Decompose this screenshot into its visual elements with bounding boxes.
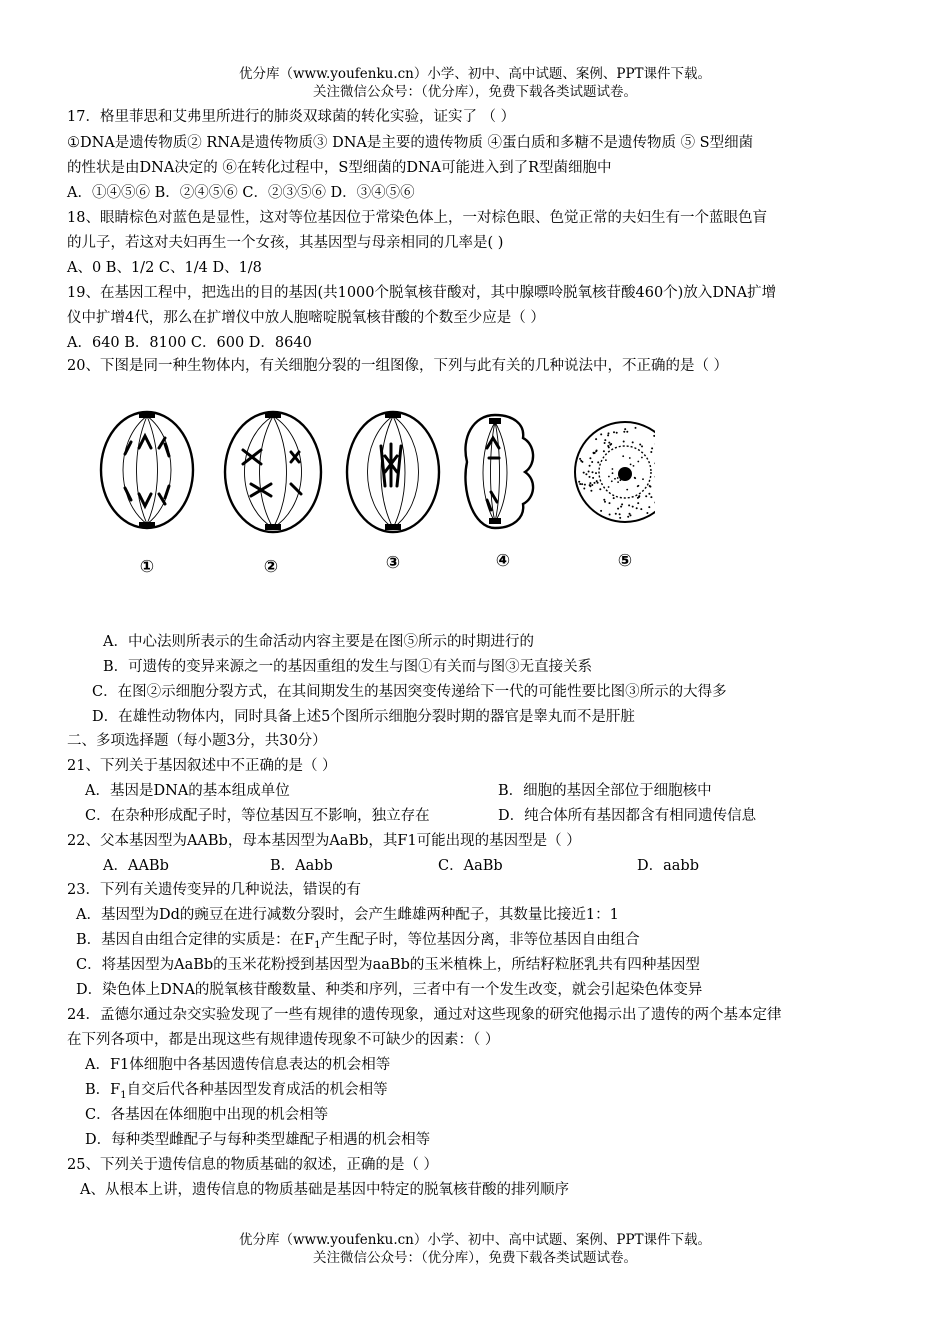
nucleus-dot bbox=[629, 457, 631, 459]
q19-options: A．640 B．8100 C．600 D．8640 bbox=[67, 335, 312, 351]
cytoplasm-dot bbox=[636, 507, 638, 509]
cytoplasm-dot bbox=[619, 517, 621, 519]
nucleus-dot bbox=[633, 465, 635, 467]
q23-option-d: D．染色体上DNA的脱氧核苷酸数量、种类和序列，三者中有一个发生改变，就会引起染色体变异 bbox=[76, 982, 703, 998]
cytoplasm-dot bbox=[623, 431, 625, 433]
cell-1-membrane bbox=[101, 412, 193, 528]
cytoplasm-dot bbox=[595, 472, 597, 474]
cell-division-figure bbox=[95, 400, 655, 590]
cytoplasm-dot bbox=[609, 502, 611, 504]
nucleus-dot bbox=[641, 457, 643, 459]
q23-option-c: C．将基因型为AaBb的玉米花粉授到基因型为aaBb的玉米植株上，所结籽粒胚乳共有四种基因型 bbox=[76, 957, 700, 973]
q17-options: A．①④⑤⑥ B．②④⑤⑥ C．②③⑤⑥ D．③④⑤⑥ bbox=[67, 185, 415, 201]
cytoplasm-dot bbox=[600, 510, 602, 512]
cytoplasm-dot bbox=[610, 443, 612, 445]
cytoplasm-dot bbox=[603, 450, 605, 452]
q20-stem: 20、下图是同一种生物体内，有关细胞分裂的一组图像，下列与此有关的几种说法中，不正确的是（ ） bbox=[67, 358, 729, 374]
cytoplasm-dot bbox=[621, 503, 623, 505]
cytoplasm-dot bbox=[620, 506, 622, 508]
cytoplasm-dot bbox=[581, 483, 583, 485]
header-line-1: 优分库（www.youfenku.cn）小学、初中、高中试题、案例、PPT课件下载。 bbox=[238, 66, 712, 82]
cytoplasm-dot bbox=[651, 447, 653, 449]
nucleus-dot bbox=[612, 468, 614, 470]
cytoplasm-dot bbox=[635, 427, 637, 429]
q22-option-c: C．AaBb bbox=[438, 858, 503, 874]
cytoplasm-dot bbox=[599, 488, 601, 490]
q24-stem: 24．孟德尔通过杂交实验发现了一些有规律的遗传现象，通过对这些现象的研究他揭示出了遗传的两个基本定律 bbox=[67, 1007, 782, 1023]
cytoplasm-dot bbox=[624, 428, 626, 430]
q25-option-a: A、从根本上讲，遗传信息的物质基础是基因中特定的脱氧核苷酸的排列顺序 bbox=[80, 1182, 569, 1198]
q23-stem: 23．下列有关遗传变异的几种说法，错误的有 bbox=[67, 882, 361, 898]
q21-option-c: C．在杂种形成配子时，等位基因互不影响，独立存在 bbox=[85, 808, 430, 824]
nucleus-dot bbox=[637, 461, 639, 463]
cytoplasm-dot bbox=[597, 461, 599, 463]
q19-line-2: 仪中扩增4代，那么在扩增仪中放人胞嘧啶脱氧核苷酸的个数至少应是（ ） bbox=[67, 310, 545, 326]
cytoplasm-dot bbox=[607, 434, 609, 436]
nucleus-dot bbox=[617, 481, 619, 483]
nucleus-dot bbox=[626, 489, 628, 491]
q21-option-a: A．基因是DNA的基本组成单位 bbox=[85, 783, 290, 799]
cytoplasm-dot bbox=[589, 457, 591, 459]
cytoplasm-dot bbox=[637, 502, 639, 504]
q21-option-b: B．细胞的基因全部位于细胞核中 bbox=[498, 783, 712, 799]
q17-line-3: 的性状是由DNA决定的 ⑥在转化过程中，S型细菌的DNA可能进入到了R型菌细胞中 bbox=[67, 160, 612, 176]
cytoplasm-dot bbox=[628, 504, 630, 506]
q24-option-c: C．各基因在体细胞中出现的机会相等 bbox=[85, 1107, 329, 1123]
q22-option-b: B．Aabb bbox=[270, 858, 333, 874]
cytoplasm-dot bbox=[589, 485, 591, 487]
cytoplasm-dot bbox=[604, 442, 606, 444]
nucleus-dot bbox=[605, 459, 607, 461]
cytoplasm-dot bbox=[580, 460, 582, 462]
cytoplasm-dot bbox=[595, 450, 597, 452]
q18-options: A、0 B、1/2 C、1/4 D、1/8 bbox=[67, 260, 262, 276]
cytoplasm-dot bbox=[589, 476, 591, 478]
section-2-title: 二、多项选择题（每小题3分，共30分） bbox=[67, 733, 327, 749]
cytoplasm-dot bbox=[627, 516, 629, 518]
cytoplasm-dot bbox=[626, 431, 628, 433]
cytoplasm-dot bbox=[645, 495, 647, 497]
cytoplasm-dot bbox=[583, 472, 585, 474]
cell-2-membrane bbox=[225, 412, 321, 532]
q22-stem: 22、父本基因型为AABb，母本基因型为AaBb，其F1可能出现的基因型是（ ） bbox=[67, 833, 581, 849]
q23-option-b: B．基因自由组合定律的实质是：在$F_1$产生配子时，等位基因分离，非等位基因自由组合 bbox=[76, 932, 640, 951]
q20-option-b: B．可遗传的变异来源之一的基因重组的发生与图①有关而与图③无直接关系 bbox=[103, 659, 593, 675]
cytoplasm-dot bbox=[619, 513, 621, 515]
nucleus-dot bbox=[611, 480, 613, 482]
cytoplasm-dot bbox=[609, 514, 611, 516]
nucleus-dot bbox=[608, 476, 610, 478]
nucleus-dot bbox=[612, 472, 614, 474]
q24-option-a: A．F1体细胞中各基因遗传信息表达的机会相等 bbox=[85, 1057, 391, 1073]
q25-stem: 25、下列关于遗传信息的物质基础的叙述，正确的是（ ） bbox=[67, 1157, 439, 1173]
cytoplasm-dot bbox=[589, 465, 591, 467]
q21-option-d: D．纯合体所有基因都含有相同遗传信息 bbox=[498, 808, 757, 824]
cytoplasm-dot bbox=[641, 445, 643, 447]
cytoplasm-dot bbox=[603, 499, 605, 501]
cytoplasm-dot bbox=[617, 508, 619, 510]
cytoplasm-dot bbox=[592, 477, 594, 479]
cell-3-membrane bbox=[347, 412, 439, 532]
footer-line-2: 关注微信公众号：（优分库），免费下载各类试题试卷。 bbox=[313, 1250, 637, 1266]
cytoplasm-dot bbox=[615, 513, 617, 515]
cytoplasm-dot bbox=[584, 484, 586, 486]
cytoplasm-dot bbox=[597, 482, 599, 484]
cytoplasm-dot bbox=[649, 486, 651, 488]
cytoplasm-dot bbox=[613, 431, 615, 433]
nucleus-dot bbox=[622, 455, 624, 457]
cytoplasm-dot bbox=[591, 484, 593, 486]
cytoplasm-dot bbox=[604, 501, 606, 503]
nucleus-dot bbox=[630, 464, 632, 466]
cytoplasm-dot bbox=[579, 483, 581, 485]
cytoplasm-dot bbox=[629, 513, 631, 515]
cytoplasm-dot bbox=[632, 506, 634, 508]
q24-option-d: D．每种类型雌配子与每种类型雄配子相遇的机会相等 bbox=[85, 1132, 431, 1148]
figure-label-4: ④ bbox=[495, 551, 511, 571]
header-line-2: 关注微信公众号：（优分库），免费下载各类试题试卷。 bbox=[313, 84, 637, 100]
nucleus-dot bbox=[642, 478, 644, 480]
cytoplasm-dot bbox=[650, 496, 652, 498]
cytoplasm-dot bbox=[578, 481, 580, 483]
cytoplasm-dot bbox=[654, 462, 655, 464]
cytoplasm-dot bbox=[632, 441, 634, 443]
cytoplasm-dot bbox=[623, 441, 625, 443]
q20-option-c: C．在图②示细胞分裂方式，在其间期发生的基因突变传递给下一代的可能性要比图③所示的大得多 bbox=[92, 684, 727, 700]
q24-line-2: 在下列各项中，都是出现这些有规律遗传现象不可缺少的因素：（ ） bbox=[67, 1032, 500, 1048]
cytoplasm-dot bbox=[608, 442, 610, 444]
nucleus-dot bbox=[617, 477, 619, 479]
q20-option-a: A．中心法则所表示的生命活动内容主要是在图⑤所示的时期进行的 bbox=[103, 634, 534, 650]
cytoplasm-dot bbox=[646, 512, 648, 514]
nucleus-dot bbox=[620, 479, 622, 481]
figure-label-1: ① bbox=[139, 557, 155, 577]
cytoplasm-dot bbox=[616, 432, 618, 434]
nucleus-dot bbox=[637, 485, 639, 487]
q18-stem: 18、眼睛棕色对蓝色是显性，这对等位基因位于常染色体上，一对棕色眼、色觉正常的夫妇生有一个蓝眼色盲 bbox=[67, 210, 767, 226]
nucleus-dot bbox=[614, 478, 616, 480]
cytoplasm-dot bbox=[593, 452, 595, 454]
q21-stem: 21、下列关于基因叙述中不正确的是（ ） bbox=[67, 758, 337, 774]
figure-label-5: ⑤ bbox=[617, 551, 633, 571]
cytoplasm-dot bbox=[590, 490, 592, 492]
q17-line-2: ①DNA是遗传物质② RNA是遗传物质③ DNA是主要的遗传物质 ④蛋白质和多糖不是遗传物质 ⑤ S型细菌 bbox=[67, 135, 754, 151]
cytoplasm-dot bbox=[650, 451, 652, 453]
cytoplasm-dot bbox=[595, 438, 597, 440]
cytoplasm-dot bbox=[579, 458, 581, 460]
cytoplasm-dot bbox=[594, 482, 596, 484]
q18-line-2: 的儿子，若这对夫妇再生一个女孩，其基因型与母亲相同的几率是( ) bbox=[67, 235, 504, 251]
cytoplasm-dot bbox=[589, 482, 591, 484]
cytoplasm-dot bbox=[604, 439, 606, 441]
cytoplasm-dot bbox=[608, 432, 610, 434]
cell-5-nucleus bbox=[599, 446, 651, 498]
cytoplasm-dot bbox=[591, 461, 593, 463]
cell-5-membrane bbox=[575, 422, 655, 522]
q20-option-d: D．在雄性动物体内，同时具备上述5个图所示细胞分裂时期的器官是睾丸而不是肝脏 bbox=[92, 709, 635, 725]
figure-label-2: ② bbox=[263, 557, 279, 577]
cytoplasm-dot bbox=[600, 433, 602, 435]
cytoplasm-dot bbox=[648, 506, 650, 508]
nucleus-dot bbox=[634, 477, 636, 479]
cytoplasm-dot bbox=[653, 435, 655, 437]
q19-stem: 19、在基因工程中，把选出的目的基因(共1000个脱氧核苷酸对，其中腺嘌呤脱氧核苷酸460个)放入DNA扩增 bbox=[67, 285, 777, 301]
footer-line-1: 优分库（www.youfenku.cn）小学、初中、高中试题、案例、PPT课件下载。 bbox=[238, 1232, 712, 1248]
q23-option-a: A．基因型为Dd的豌豆在进行减数分裂时，会产生雌雄两种配子，其数量比接近1：1 bbox=[76, 907, 619, 923]
q17-stem: 17．格里菲思和艾弗里所进行的肺炎双球菌的转化实验，证实了 （ ） bbox=[67, 109, 516, 125]
cytoplasm-dot bbox=[607, 445, 609, 447]
cytoplasm-dot bbox=[640, 508, 642, 510]
cytoplasm-dot bbox=[588, 471, 590, 473]
cytoplasm-dot bbox=[596, 480, 598, 482]
cytoplasm-dot bbox=[583, 488, 585, 490]
cytoplasm-dot bbox=[585, 473, 587, 475]
q22-option-d: D．aabb bbox=[637, 858, 699, 874]
q22-option-a: A．AABb bbox=[103, 858, 169, 874]
cytoplasm-dot bbox=[654, 502, 655, 504]
cytoplasm-dot bbox=[639, 444, 641, 446]
nucleus-dot bbox=[608, 486, 610, 488]
cytoplasm-dot bbox=[638, 495, 640, 497]
cytoplasm-dot bbox=[613, 497, 615, 499]
figure-label-3: ③ bbox=[385, 553, 401, 573]
q24-option-b: B．$F_1$自交后代各种基因型发育成活的机会相等 bbox=[85, 1082, 388, 1101]
cytoplasm-dot bbox=[648, 493, 650, 495]
cytoplasm-dot bbox=[592, 471, 594, 473]
